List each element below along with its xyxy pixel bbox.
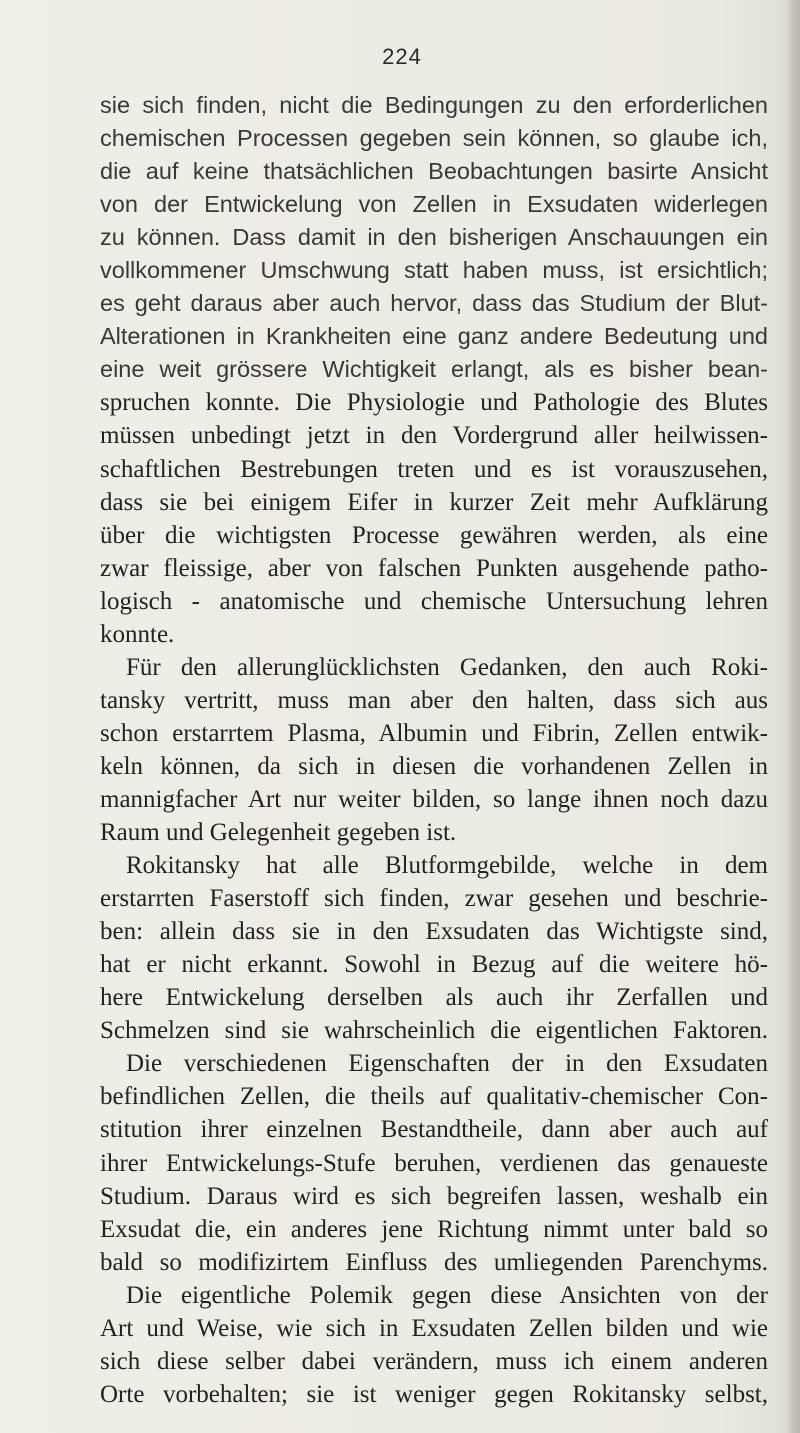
text-line: Exsudat die, ein anderes jene Richtung nimmt unter bald so	[100, 1215, 768, 1243]
text-line: konnte.	[100, 620, 175, 648]
text-line: eine weit grössere Wichtigkeit erlangt, als es bisher bean-	[100, 356, 768, 383]
text-line: Rokitansky hat alle Blutformgebilde, welche in dem	[126, 852, 768, 880]
text-line: Orte vorbehalten; sie ist weniger gegen Rokitansky selbst,	[100, 1380, 768, 1408]
text-line: befindlichen Zellen, die theils auf qualitativ-chemischer Con-	[100, 1083, 768, 1111]
text-line: mannigfacher Art nur weiter bilden, so lange ihnen noch dazu	[100, 785, 768, 813]
text-line: erstarrten Faserstoff sich finden, zwar gesehen und beschrie-	[100, 885, 768, 913]
text-line: tansky vertritt, muss man aber den halten, dass sich aus	[100, 686, 768, 714]
text-line: sich diese selber dabei verändern, muss ich einem anderen	[100, 1347, 768, 1375]
text-line: schaftlichen Bestrebungen treten und es ist vorauszusehen,	[100, 455, 768, 483]
text-line: keln können, da sich in diesen die vorhandenen Zellen in	[100, 752, 768, 780]
text-line: es geht daraus aber auch hervor, dass das Studium der Blut-	[100, 290, 768, 317]
text-line: vollkommener Umschwung statt haben muss, ist ersichtlich;	[100, 257, 768, 284]
text-line: von der Entwickelung von Zellen in Exsudaten widerlegen	[100, 191, 768, 218]
body-text	[100, 89, 768, 1411]
text-line: Alterationen in Krankheiten eine ganz andere Bedeutung und	[100, 323, 768, 350]
text-line: Die eigentliche Polemik gegen diese Ansichten von der	[126, 1281, 768, 1309]
text-line: Schmelzen sind sie wahrscheinlich die eigentlichen Faktoren.	[100, 1017, 768, 1045]
text-line: bald so modifizirtem Einfluss des umliegenden Parenchyms.	[100, 1248, 768, 1276]
text-line: Die verschiedenen Eigenschaften der in den Exsudaten	[126, 1050, 768, 1078]
text-line: Für den allerunglücklichsten Gedanken, den auch Roki-	[126, 653, 768, 681]
page-number: 224	[382, 44, 422, 69]
text-line: spruchen konnte. Die Physiologie und Pathologie des Blutes	[100, 389, 768, 417]
text-line: sie sich finden, nicht die Bedingungen zu den erforderlichen	[100, 92, 768, 118]
page-edge-shadow	[786, 0, 800, 1433]
text-line: hat er nicht erkannt. Sowohl in Bezug auf die weitere hö-	[100, 951, 768, 979]
text-line: müssen unbedingt jetzt in den Vordergrund aller heilwissen-	[100, 422, 768, 450]
text-line: logisch - anatomische und chemische Untersuchung lehren	[100, 587, 768, 615]
text-line: Art und Weise, wie sich in Exsudaten Zellen bilden und wie	[100, 1314, 768, 1342]
text-line: schon erstarrtem Plasma, Albumin und Fibrin, Zellen entwik-	[100, 719, 768, 747]
text-line: Raum und Gelegenheit gegeben ist.	[100, 819, 457, 847]
text-line: die auf keine thatsächlichen Beobachtungen basirte Ansicht	[100, 158, 768, 185]
text-line: dass sie bei einigem Eifer in kurzer Zeit mehr Aufklärung	[100, 488, 768, 516]
text-line: zwar fleissige, aber von falschen Punkten ausgehende patho-	[100, 554, 768, 582]
text-line: über die wichtigsten Processe gewähren werden, als eine	[100, 521, 768, 549]
text-line: stitution ihrer einzelnen Bestandtheile, dann aber auch auf	[100, 1116, 768, 1144]
text-line: ihrer Entwickelungs-Stufe beruhen, verdienen das genaueste	[100, 1149, 768, 1177]
text-line: chemischen Processen gegeben sein können, so glaube ich,	[100, 125, 768, 152]
text-line: zu können. Dass damit in den bisherigen Anschauungen ein	[100, 224, 768, 251]
text-line: Studium. Daraus wird es sich begreifen lassen, weshalb ein	[100, 1182, 768, 1210]
text-line: ben: allein dass sie in den Exsudaten das Wichtigste sind,	[100, 918, 768, 946]
text-line: here Entwickelung derselben als auch ihr Zerfallen und	[100, 984, 768, 1012]
